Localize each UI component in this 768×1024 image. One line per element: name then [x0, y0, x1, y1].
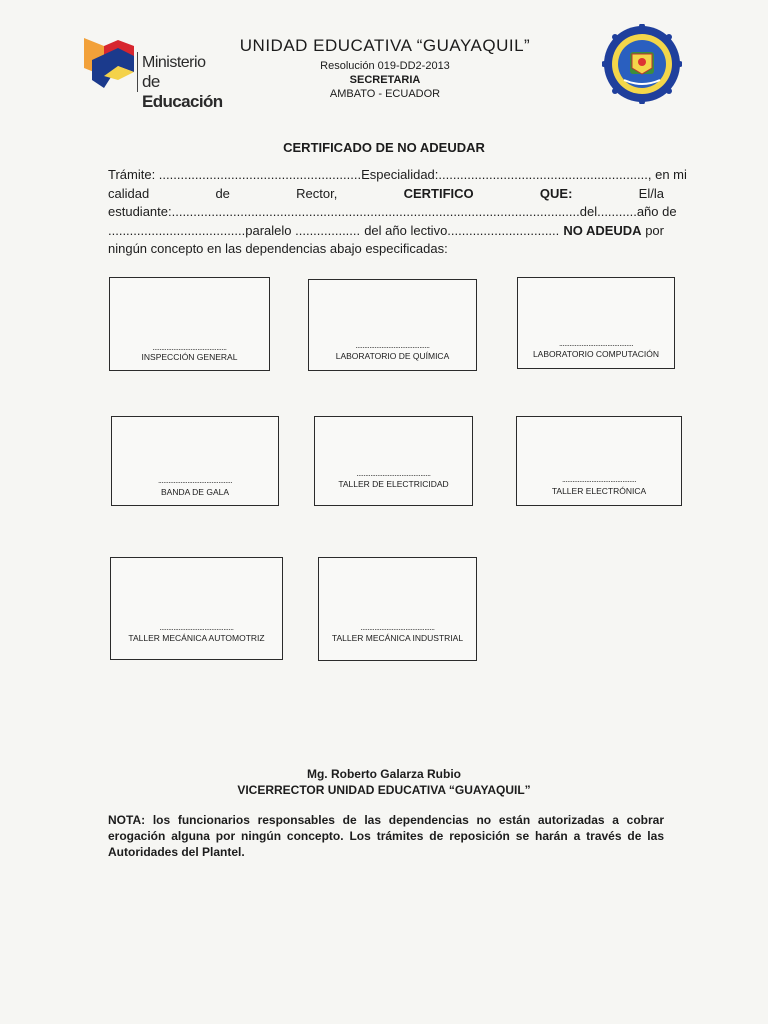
box-banda-de-gala: [111, 416, 279, 506]
nota-label: NOTA:: [108, 813, 146, 827]
ano-field: del...........año de: [579, 204, 677, 219]
word: de: [215, 185, 230, 201]
signature-dots: ...........................................: [558, 339, 634, 348]
box-label: TALLER MECÁNICA AUTOMOTRIZ: [128, 633, 265, 643]
header-center: [220, 36, 550, 100]
paragraph-line-4: [108, 222, 664, 241]
especialidad-field: Especialidad:.........................................................., en mi: [361, 167, 687, 182]
box-taller-electricidad: [314, 416, 473, 506]
box-label: BANDA DE GALA: [160, 487, 230, 497]
department-text: SECRETARIA: [349, 74, 421, 86]
signature-dots: ...........................................: [152, 343, 227, 352]
word: por: [645, 222, 664, 238]
paragraph-line-3: [108, 203, 677, 222]
ministerio-text-line2: de Educación: [142, 72, 223, 111]
paragraph-line-5: ningún concepto en las dependencias abajo especificadas:: [108, 241, 448, 256]
signer-name: Mg. Roberto Galarza Rubio: [306, 767, 461, 781]
box-taller-electronica: [516, 416, 682, 506]
nota-text: los funcionarios responsables de las dependencias no están autorizadas a cobrar erogación alguna por ningún concepto. Los trámites de reposición se harán a través de las Autoridades del Plantel.: [108, 813, 664, 859]
box-label: INSPECCIÓN GENERAL: [141, 352, 238, 362]
box-inspeccion-general: [109, 277, 270, 371]
word-que: QUE:: [539, 185, 573, 201]
box-label: TALLER DE ELECTRICIDAD: [338, 479, 449, 489]
paragraph-line-1: [108, 166, 687, 185]
nota-paragraph: [108, 812, 664, 860]
signature-dots: ...........................................: [561, 475, 637, 484]
school-title: UNIDAD EDUCATIVA “GUAYAQUIL”: [239, 36, 531, 55]
ministerio-flag-icon: [84, 36, 136, 96]
certificate-paragraph: [108, 166, 687, 259]
school-seal-icon: [602, 24, 682, 104]
tramite-field: Trámite: ........................................................: [108, 167, 362, 182]
box-label: TALLER ELECTRÓNICA: [551, 486, 647, 496]
box-laboratorio-quimica: [308, 279, 477, 371]
box-label: LABORATORIO COMPUTACIÓN: [532, 349, 660, 359]
word: El/la: [638, 185, 664, 201]
signature-dots: ...........................................: [159, 623, 234, 632]
box-taller-mecanica-automotriz: [110, 557, 283, 660]
city-text: AMBATO - ECUADOR: [329, 88, 441, 100]
ano-lectivo-field: del año lectivo...............................: [364, 222, 560, 238]
box-laboratorio-computacion: [517, 277, 675, 369]
box-taller-mecanica-industrial: [318, 557, 477, 661]
box-label: TALLER MECÁNICA INDUSTRIAL: [331, 633, 464, 643]
signature-dots: ...........................................: [355, 341, 430, 350]
document-title: CERTIFICADO DE NO ADEUDAR: [283, 140, 485, 155]
signature-block: [0, 766, 768, 798]
signer-position: VICERRECTOR UNIDAD EDUCATIVA “GUAYAQUIL”: [237, 783, 531, 797]
box-label: LABORATORIO DE QUÍMICA: [335, 351, 450, 361]
signature-dots: ...........................................: [356, 469, 431, 478]
resolution-text: Resolución 019-DD2-2013: [320, 60, 450, 72]
estudiante-field: estudiante:.................................................................................................................: [108, 204, 580, 219]
ministerio-text-line1: Ministerio: [142, 54, 206, 71]
word: calidad: [108, 185, 150, 201]
signature-dots: ...........................................: [157, 476, 233, 485]
word: Rector,: [296, 185, 338, 201]
paralelo-field: ......................................paralelo ..................: [108, 222, 361, 238]
word-certifico: CERTIFICO: [403, 185, 474, 201]
no-adeuda-text: NO ADEUDA: [563, 222, 642, 238]
ministerio-logo: [84, 36, 234, 111]
signature-dots: ...........................................: [360, 623, 435, 632]
logo-divider: [137, 52, 138, 92]
paragraph-line-2: [108, 185, 664, 204]
